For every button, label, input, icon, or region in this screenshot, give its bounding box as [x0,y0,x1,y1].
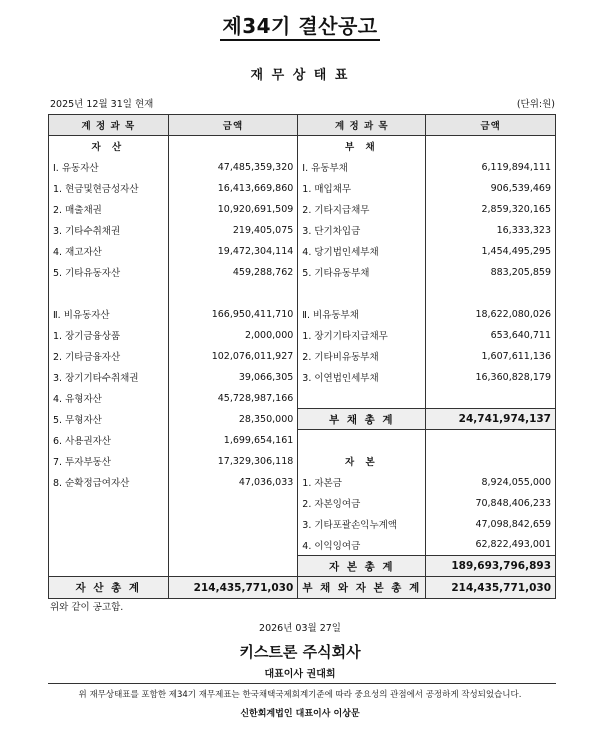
table-row [49,199,556,220]
table-row [49,241,556,262]
cell-account-left: 1. 현금및현금성자산 [49,178,169,199]
cell-account-right: Ⅱ. 비유동부채 [298,304,426,325]
cell-amount-right: 6,119,894,111 [426,157,556,178]
cell-account-right [298,388,426,409]
cell-account-right: 2. 기타비유동부채 [298,346,426,367]
table-row [49,325,556,346]
cell-account-right: 1. 장기기타지급채무 [298,325,426,346]
header-amount-right: 금액 [426,115,556,136]
cell-account-right: 3. 이연법인세부채 [298,367,426,388]
cell-account-right: 2. 자본잉여금 [298,493,426,514]
header-account-right: 계 정 과 목 [298,115,426,136]
cell-account-right: 3. 기타포괄손익누계액 [298,514,426,535]
cell-amount-left: 214,435,771,030 [168,577,298,599]
table-row [49,409,556,430]
cell-amount-left [168,493,298,514]
cell-amount-left [168,283,298,304]
cell-amount-left: 39,066,305 [168,367,298,388]
cell-amount-right [426,283,556,304]
cell-account-right: 1. 매입채무 [298,178,426,199]
audit-note: 위 재무상태표를 포함한 제34기 재무제표는 한국채택국제회계기준에 따라 중요성의 관점에서 공정하게 작성되었습니다. [78,690,522,700]
cell-amount-right [426,388,556,409]
unit-label: (단위:원) [516,99,555,110]
cell-account-left: 1. 장기금융상품 [49,325,169,346]
balance-sheet-table [48,114,556,599]
auditor-name: 신한회계법인 대표이사 이상문 [240,709,360,719]
cell-account-right: 4. 당기법인세부채 [298,241,426,262]
cell-amount-left [168,556,298,577]
table-row [49,262,556,283]
cell-account-right: 부 채 [298,136,426,157]
cell-amount-right: 24,741,974,137 [426,409,556,430]
cell-amount-left [168,535,298,556]
cell-amount-right: 18,622,080,026 [426,304,556,325]
cell-account-right: 자 본 [298,451,426,472]
cell-amount-left: 219,405,075 [168,220,298,241]
cell-account-left: 4. 재고자산 [49,241,169,262]
cell-amount-right: 883,205,859 [426,262,556,283]
cell-account-right: Ⅰ. 유동부채 [298,157,426,178]
cell-amount-right [426,430,556,451]
cell-account-right: 2. 기타지급채무 [298,199,426,220]
cell-account-right: 부 채 총 계 [298,409,426,430]
cell-amount-right: 1,454,495,295 [426,241,556,262]
cell-account-left: 5. 기타유동자산 [49,262,169,283]
as-of-date: 2025년 12월 31일 현재 [50,99,154,110]
table-row [49,346,556,367]
table-row [49,136,556,157]
cell-amount-left: 459,288,762 [168,262,298,283]
notice-text: 위와 같이 공고함. [50,602,124,613]
cell-amount-right: 8,924,055,000 [426,472,556,493]
table-row [49,178,556,199]
cell-account-left [49,493,169,514]
cell-amount-left: 47,485,359,320 [168,157,298,178]
statement-title: 재 무 상 태 표 [250,68,350,83]
table-row [49,493,556,514]
cell-account-left: 7. 투자부동산 [49,451,169,472]
cell-account-left: 6. 사용권자산 [49,430,169,451]
cell-account-left: 2. 기타금융자산 [49,346,169,367]
table-row [49,556,556,577]
notice-title: 제34기 결산공고 [0,10,600,39]
table-row [49,388,556,409]
company-name: 키스트론 주식회사 [239,643,361,661]
table-row [49,430,556,451]
cell-amount-left: 10,920,691,509 [168,199,298,220]
cell-account-left: 2. 매출채권 [49,199,169,220]
table-row [49,472,556,493]
table-header-row [49,115,556,136]
cell-amount-left [168,136,298,157]
cell-account-right: 부 채 와 자 본 총 계 [298,577,426,599]
cell-amount-right: 16,360,828,179 [426,367,556,388]
cell-account-left [49,514,169,535]
cell-amount-right [426,136,556,157]
header-amount-left: 금액 [168,115,298,136]
cell-amount-right [426,451,556,472]
cell-account-right [298,430,426,451]
cell-account-left: 8. 순확정급여자산 [49,472,169,493]
cell-account-left: 4. 유형자산 [49,388,169,409]
cell-amount-left: 1,699,654,161 [168,430,298,451]
cell-account-right: 5. 기타유동부채 [298,262,426,283]
table-row [49,367,556,388]
cell-account-right: 3. 단기차입금 [298,220,426,241]
cell-account-left: 3. 기타수취채권 [49,220,169,241]
cell-account-left: 자 산 총 계 [49,577,169,599]
header-account-left: 계 정 과 목 [49,115,169,136]
table-meta [50,96,555,110]
cell-account-left: 자 산 [49,136,169,157]
cell-account-left [49,283,169,304]
cell-amount-left: 28,350,000 [168,409,298,430]
cell-amount-left: 19,472,304,114 [168,241,298,262]
notice-date: 2026년 03월 27일 [259,623,341,634]
cell-amount-left: 102,076,011,927 [168,346,298,367]
cell-amount-right: 70,848,406,233 [426,493,556,514]
table-row [49,220,556,241]
cell-amount-left: 2,000,000 [168,325,298,346]
cell-amount-right: 189,693,796,893 [426,556,556,577]
cell-amount-right: 653,640,711 [426,325,556,346]
cell-account-left [49,535,169,556]
table-row [49,157,556,178]
table-row [49,535,556,556]
table-row [49,304,556,325]
table-row [49,451,556,472]
cell-amount-right: 47,098,842,659 [426,514,556,535]
cell-account-left: 5. 무형자산 [49,409,169,430]
cell-amount-right: 62,822,493,001 [426,535,556,556]
cell-account-right: 1. 자본금 [298,472,426,493]
cell-account-right [298,283,426,304]
cell-amount-right: 214,435,771,030 [426,577,556,599]
cell-amount-left: 166,950,411,710 [168,304,298,325]
ceo-name: 대표이사 권대희 [264,669,336,680]
cell-amount-left: 45,728,987,166 [168,388,298,409]
cell-amount-left: 47,036,033 [168,472,298,493]
divider [48,683,556,684]
cell-amount-right: 2,859,320,165 [426,199,556,220]
cell-account-left: Ⅰ. 유동자산 [49,157,169,178]
cell-account-left [49,556,169,577]
table-row [49,514,556,535]
cell-account-right: 자 본 총 계 [298,556,426,577]
cell-amount-left: 17,329,306,118 [168,451,298,472]
cell-amount-right: 906,539,469 [426,178,556,199]
cell-amount-left [168,514,298,535]
cell-account-right: 4. 이익잉여금 [298,535,426,556]
table-row [49,283,556,304]
table-row [49,577,556,599]
cell-account-left: 3. 장기기타수취채권 [49,367,169,388]
cell-account-left: Ⅱ. 비유동자산 [49,304,169,325]
cell-amount-left: 16,413,669,860 [168,178,298,199]
cell-amount-right: 1,607,611,136 [426,346,556,367]
cell-amount-right: 16,333,323 [426,220,556,241]
